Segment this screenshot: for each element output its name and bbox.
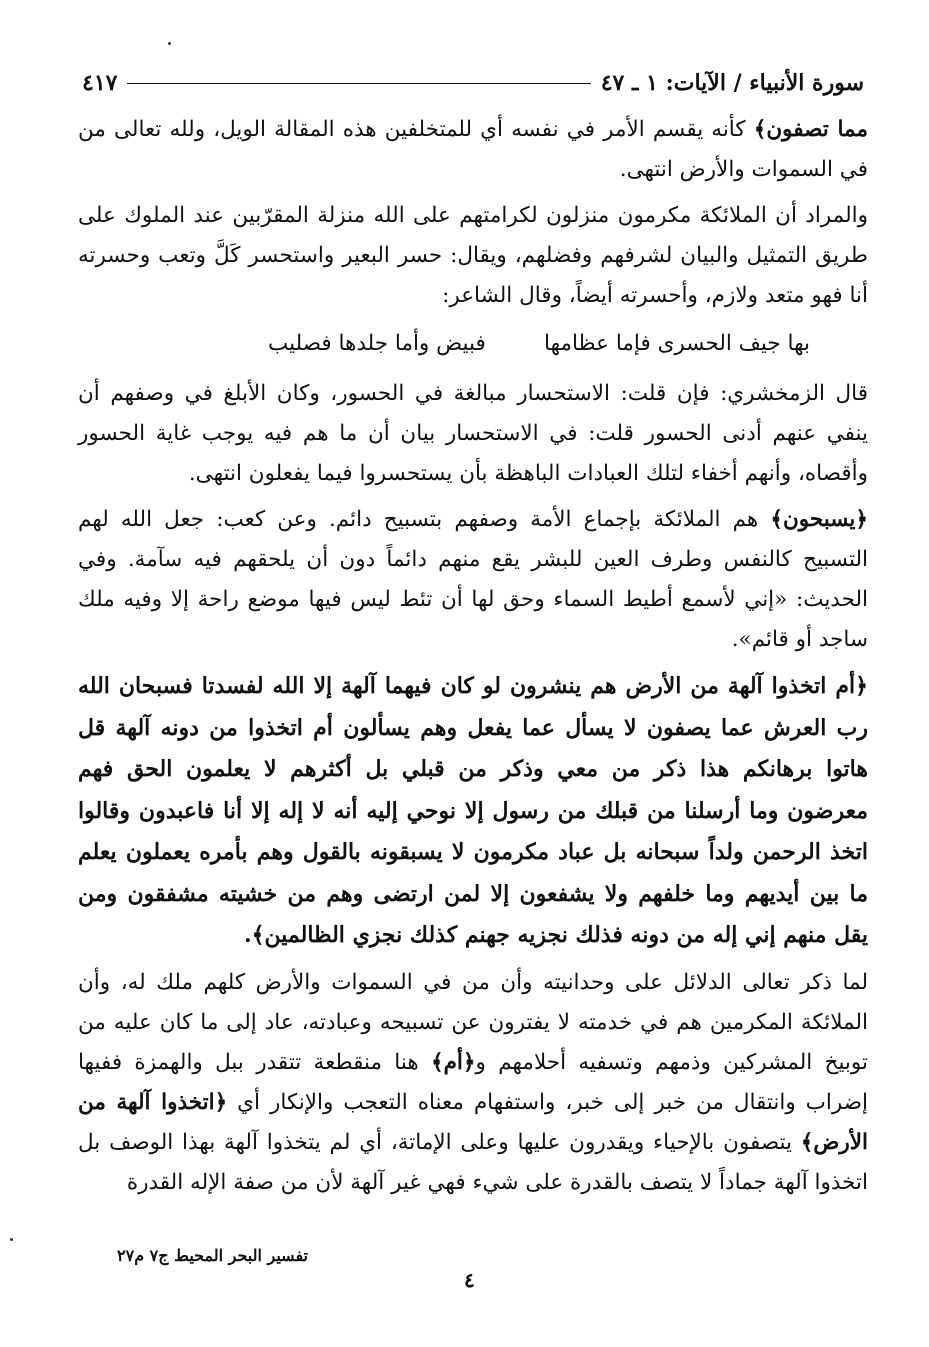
paragraph-text: هم الملائكة بإجماع الأمة وصفهم بتسبيح دائم. وعن كعب: جعل الله لهم التسبيح كالنفس وطرف العين للبشر يقع منهم دائماً دون أن يلحقهم فيه سآمة. وفي الحديث: «إني لأسمع أطيط السماء وحق لها أن تئط ليس فيها موضع راحة إلا وفيه ملك ساجد أو قائم». xyxy=(78,507,868,652)
paragraph-6 xyxy=(78,963,868,1203)
quoted-phrase: ﴿يسبحون﴾ xyxy=(770,507,868,532)
quoted-phrase: ﴿اتخذوا آلهة من الأرض﴾ xyxy=(78,1089,868,1155)
paragraph-text: هنا منقطعة تتقدر ببل والهمزة ففيها إضراب وانتقال من خبر إلى خبر، واستفهام معناه التعجب والإنكار أي xyxy=(78,1049,868,1115)
signature-mark: ٤ xyxy=(464,1268,475,1292)
page-number: ٤١٧ xyxy=(82,70,118,96)
poem-verse xyxy=(78,322,868,366)
page-header xyxy=(82,62,864,96)
quran-verse-block: ﴿أم اتخذوا آلهة من الأرض هم ينشرون لو كان فيهما آلهة إلا الله لفسدتا فسبحان الله رب العرش عما يصفون لا يسأل عما يفعل وهم يسألون أم اتخذوا من دونه آلهة قل هاتوا برهانكم هذا ذكر من معي وذكر من قبلي بل أكثرهم لا يعلمون الحق فهم معرضون وما أرسلنا من قبلك من رسول إلا نوحي إليه أنه لا إله إلا أنا فاعبدون وقالوا اتخذ الرحمن ولداً سبحانه بل عباد مكرمون لا يسبقونه بالقول وهم بأمره يعملون يعلم ما بين أيديهم وما خلفهم ولا يشفعون إلا لمن ارتضى وهم من خشيته مشفقون ومن يقل منهم إني إله من دونه فذلك نجزيه جهنم كذلك نجزي الظالمين﴾. xyxy=(78,673,868,948)
paragraph-text: كأنه يقسم الأمر في نفسه أي للمتخلفين هذه المقالة الويل، ولله تعالى من في السموات والأرض انتهى. xyxy=(78,117,868,182)
quoted-phrase: مما تصفون﴾ xyxy=(753,117,868,142)
page-body xyxy=(78,110,868,1203)
paragraph-1 xyxy=(78,110,868,190)
header-rule xyxy=(127,83,590,84)
poem-second-hemistich: فبيض وأما جلدها فصليب xyxy=(268,331,486,356)
running-title: سورة الأنبياء / الآيات: ١ ـ ٤٧ xyxy=(600,70,864,96)
quoted-phrase: ﴿أم﴾ xyxy=(431,1049,476,1075)
paragraph-text: لما ذكر تعالى الدلائل على وحدانيته وأن من في السموات والأرض كلهم ملك له، وأن الملائكة المكرمين هم في خدمته لا يفترون عن تسبيحه وعبادته، عاد إلى ما كان عليه من توبيخ المشركين وذمهم وتسفيه أحلامهم و xyxy=(78,969,869,1075)
paragraph-3: قال الزمخشري: فإن قلت: الاستحسار مبالغة في الحسور، وكان الأبلغ في وصفهم أن ينفي عنهم أدنى الحسور قلت: في الاستحسار بيان أن ما هم فيه يوجب غاية الحسور وأقصاه، وأنهم أخفاء لتلك العبادات الباهظة بأن يستحسروا فيما يفعلون انتهى. xyxy=(78,381,868,486)
scan-speck xyxy=(168,42,171,45)
paragraph-4 xyxy=(78,500,868,660)
scan-speck xyxy=(10,1238,13,1241)
poem-first-hemistich: بها جيف الحسرى فإما عظامها xyxy=(544,331,810,356)
paragraph-text: يتصفون بالإحياء ويقدرون عليها وعلى الإماتة، أي لم يتخذوا آلهة بهذا الوصف بل اتخذوا آلهة جماداً لا يتصف بالقدرة على شيء فهي غير آلهة لأن من صفة الإله القدرة xyxy=(78,1129,868,1195)
paragraph-2: والمراد أن الملائكة مكرمون منزلون لكرامتهم على الله منزلة المقرّبين عند الملوك على طريق التمثيل والبيان لشرفهم وفضلهم، ويقال: حسر البعير واستحسر كَلَّ وتعب وحسرته أنا فهو متعد ولازم، وأحسرته أيضاً، وقال الشاعر: xyxy=(78,203,868,308)
book-reference: تفسير البحر المحيط ج٧ م٢٧ xyxy=(117,1246,308,1265)
